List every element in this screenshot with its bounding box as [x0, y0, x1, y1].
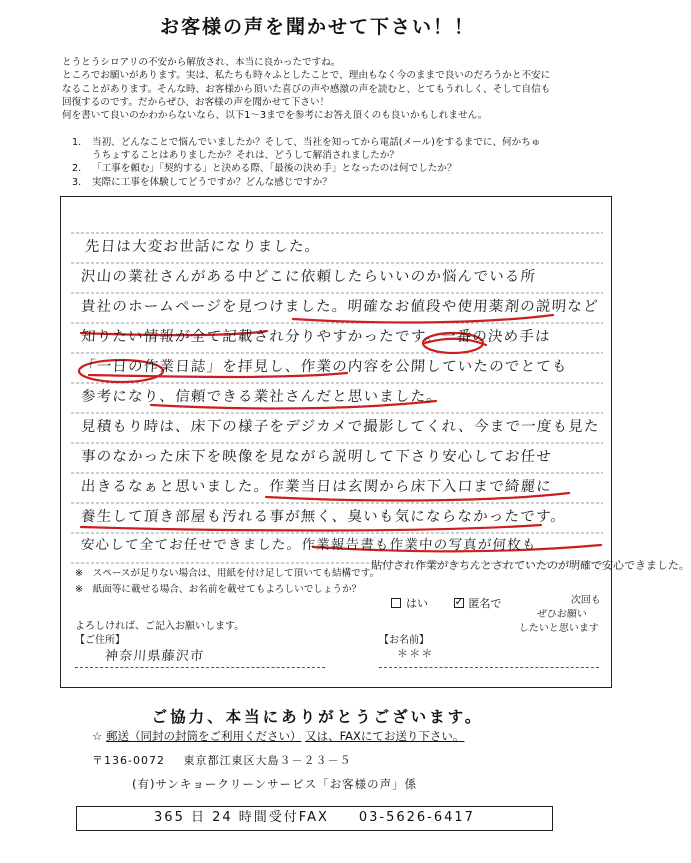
note-text: ※ 紙面等に載せる場合、お名前を載せてもよろしいでしょうか？ — [75, 584, 362, 595]
checkbox-label: はい — [406, 597, 428, 610]
street-address: 東京都江東区大島３－２３－５ — [183, 754, 352, 767]
question-number: 2. — [72, 163, 82, 175]
question-item — [72, 136, 602, 162]
handwritten-line: 「一日の作業日誌」を拝見し、作業の内容を公開していたのでとても — [80, 359, 569, 375]
question-text: 実際に工事を体験してどうですか？どんな感じですか？ — [92, 176, 332, 188]
question-text: うちょすることはありましたか？それは、どうして解消されましたか？ — [92, 150, 399, 162]
checkbox-yes[interactable] — [391, 597, 428, 610]
name-line — [379, 667, 599, 668]
checkbox-box[interactable] — [391, 598, 401, 608]
address-value: 神奈川県藤沢市 — [104, 649, 205, 664]
mail-tail: 又は、FAXにてお送り下さい。 — [305, 729, 465, 743]
margin-note: したいと思います — [518, 623, 600, 634]
handwritten-line: 安心して全てお任せできました。作業報告書も作業中の写真が何枚も — [80, 537, 538, 553]
checkbox-box-checked[interactable] — [454, 598, 464, 608]
question-number: 1. — [72, 137, 82, 148]
mail-instruction — [92, 728, 464, 744]
handwritten-line: 事のなかった床下を映像を見ながら説明して下さり安心してお任せ — [80, 449, 553, 465]
handwritten-line: 沢山の業社さんがある中どこに依頼したらいいのか悩んでいる所 — [80, 269, 537, 285]
intro-line: なることがあります。そんな時、お客様から頂いた喜びの声や感激の声を読むと、とてもうれしく、そして自信も — [62, 83, 551, 95]
note-text: ※ スペースが足りない場合は、用紙を付け足して頂いても結構です。 — [75, 568, 380, 579]
question-item — [72, 176, 602, 189]
address-line — [75, 667, 325, 668]
company-name: (有)サンキョークリーンサービス「お客様の声」係 — [132, 777, 418, 791]
handwritten-line: 貼付され作業がきちんとされていたのが明確で安心できました。 — [370, 559, 691, 572]
star-icon: ☆ — [92, 729, 103, 743]
intro-line: とうとうシロアリの不安から解放され、本当に良かったですね。 — [62, 57, 341, 68]
zip-code: 〒136-0072 — [92, 754, 165, 767]
red-underline — [293, 315, 553, 322]
margin-note: 次回も — [570, 595, 602, 606]
address-label: 【ご住所】 — [75, 635, 125, 646]
handwritten-line: 参考になり、信頼できる業社さんだと思いました。 — [80, 389, 443, 405]
checkbox-label: 匿名で — [468, 597, 502, 610]
checkbox-anonymous[interactable] — [454, 597, 502, 610]
handwritten-line: 見積もり時は、床下の様子をデジカメで撮影してくれ、今まで一度も見た — [80, 419, 601, 435]
intro-text — [62, 56, 607, 122]
question-text: 当初、どんなことで悩んでいましたか？そして、当社を知ってから電話(メール)をするまでに、何かちゅ — [92, 137, 541, 148]
question-item — [72, 162, 602, 175]
page-title: お客様の声を聞かせて下さい！！ — [159, 16, 475, 38]
handwritten-line: 出きるなぁと思いました。作業当日は玄関から床下入口まで綺麗に — [80, 479, 553, 495]
question-text: 「工事を頼む」「契約する」と決める際、「最後の決め手」となったのは何でしたか？ — [92, 163, 457, 175]
closing-text: よろしければ、ご記入お願いします。 — [75, 621, 245, 632]
response-form — [60, 196, 691, 688]
postal-address — [92, 752, 351, 768]
question-number: 3. — [72, 176, 82, 188]
name-label: 【お名前】 — [379, 635, 429, 646]
question-list — [72, 136, 602, 189]
name-value: ＊＊＊ — [396, 647, 435, 660]
intro-line: 回復するのです。だからぜひ、お客様の声を聞かせて下さい！ — [62, 96, 330, 108]
thanks-message: ご協力、本当にありがとうございます。 — [151, 708, 484, 726]
handwritten-line: 貴社のホームページを見つけました。明確なお値段や使用薬剤の説明など — [80, 299, 600, 315]
intro-line: ところでお願いがあります。実は、私たちも時々ふとしたことで、理由もなく今のままで良いのだろうかと不安に — [62, 70, 551, 82]
handwritten-line: 先日は大変お世話になりました。 — [84, 239, 321, 255]
intro-line: 何を書いて良いのかわからないなら、以下1～3までを参考にお答え頂くのも良いかもしれません。 — [62, 110, 488, 122]
fax-box: 365 日 24 時間受付FAX 03-5626-6417 — [76, 806, 553, 831]
handwritten-line: 養生して頂き部屋も汚れる事が無く、臭いも気にならなかったです。 — [80, 509, 567, 525]
mail-text: 郵送（同封の封筒をご利用ください） — [105, 729, 302, 743]
handwritten-line: 知りたい情報が全て記載され分りやすかったです。一番の決め手は — [80, 329, 552, 345]
margin-note: ぜひお願い — [536, 609, 588, 620]
